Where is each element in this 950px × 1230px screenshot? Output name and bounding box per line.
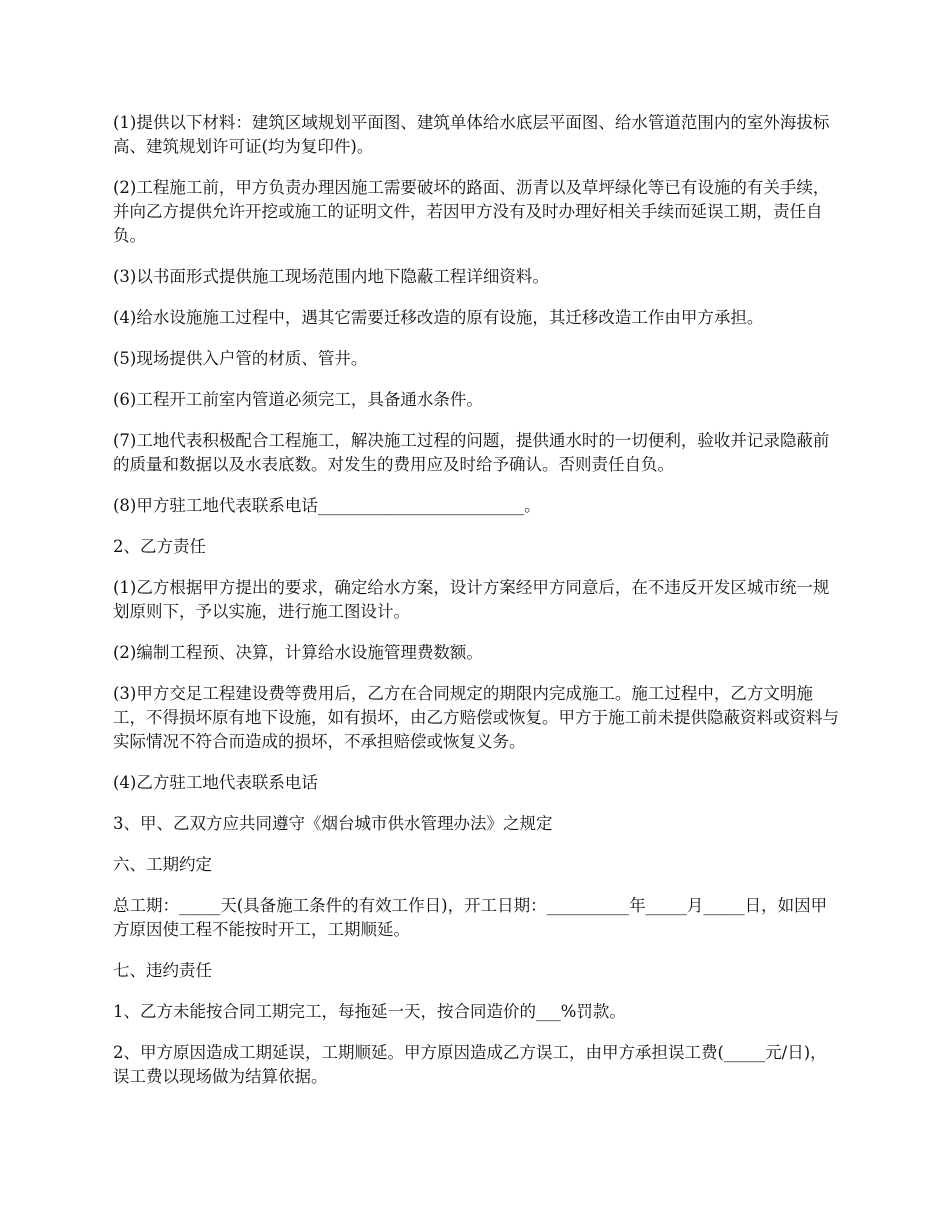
paragraph-13: 3、甲、乙双方应共同遵守《烟台城市供水管理办法》之规定 — [113, 814, 553, 833]
section-heading-liability: 七、违约责任 — [113, 961, 212, 980]
paragraph-5: (5)现场提供入户管的材质、管井。 — [113, 349, 368, 368]
paragraph-6: (6)工程开工前室内管道必须完工，具备通水条件。 — [113, 390, 483, 409]
document-body — [113, 111, 843, 1106]
paragraph-7: (7)工地代表积极配合工程施工，解决施工过程的问题，提供通水时的一切便利，验收并记录隐蔽前的质量和数据以及水表底数。对发生的费用应及时给予确认。否则责任自负。 — [113, 431, 830, 474]
paragraph-1: (1)提供以下材料：建筑区域规划平面图、建筑单体给水底层平面图、给水管道范围内的室外海拔标高、建筑规划许可证(均为复印件)。 — [113, 113, 830, 156]
paragraph-9: (1)乙方根据甲方提出的要求，确定给水方案，设计方案经甲方同意后，在不违反开发区城市统一规划原则下，予以实施，进行施工图设计。 — [113, 578, 830, 621]
paragraph-14: 总工期：_____天(具备施工条件的有效工作日)，开工日期：__________年_____月_____日，如因甲方原因使工程不能按时开工，工期顺延。 — [113, 896, 828, 939]
paragraph-12: (4)乙方驻工地代表联系电话 — [113, 773, 318, 792]
paragraph-2: (2)工程施工前，甲方负责办理因施工需要破坏的路面、沥青以及草坪绿化等已有设施的有关手续，并向乙方提供允许开挖或施工的证明文件，若因甲方没有及时办理好相关手续而延误工期，责任自负。 — [113, 178, 830, 245]
section-heading-schedule: 六、工期约定 — [113, 855, 212, 874]
paragraph-4: (4)给水设施施工过程中，遇其它需要迁移改造的原有设施，其迁移改造工作由甲方承担。 — [113, 308, 764, 327]
paragraph-16: 2、甲方原因造成工期延误，工期顺延。甲方原因造成乙方误工，由甲方承担误工费(_____元/日)，误工费以现场做为结算依据。 — [113, 1043, 827, 1086]
paragraph-3: (3)以书面形式提供施工现场范围内地下隐蔽工程详细资料。 — [113, 267, 549, 286]
section-heading-party-b: 2、乙方责任 — [113, 537, 206, 556]
paragraph-8: (8)甲方驻工地代表联系电话_________________________。 — [113, 496, 541, 515]
paragraph-10: (2)编制工程预、决算，计算给水设施管理费数额。 — [113, 643, 483, 662]
paragraph-15: 1、乙方未能按合同工期完工，每拖延一天，按合同造价的___%罚款。 — [113, 1002, 626, 1021]
paragraph-11: (3)甲方交足工程建设费等费用后，乙方在合同规定的期限内完成施工。施工过程中，乙方文明施工，不得损坏原有地下设施，如有损坏，由乙方赔偿或恢复。甲方于施工前未提供隐蔽资料或资料与实际情况不符合而造成的损坏，不承担赔偿或恢复义务。 — [113, 684, 839, 751]
